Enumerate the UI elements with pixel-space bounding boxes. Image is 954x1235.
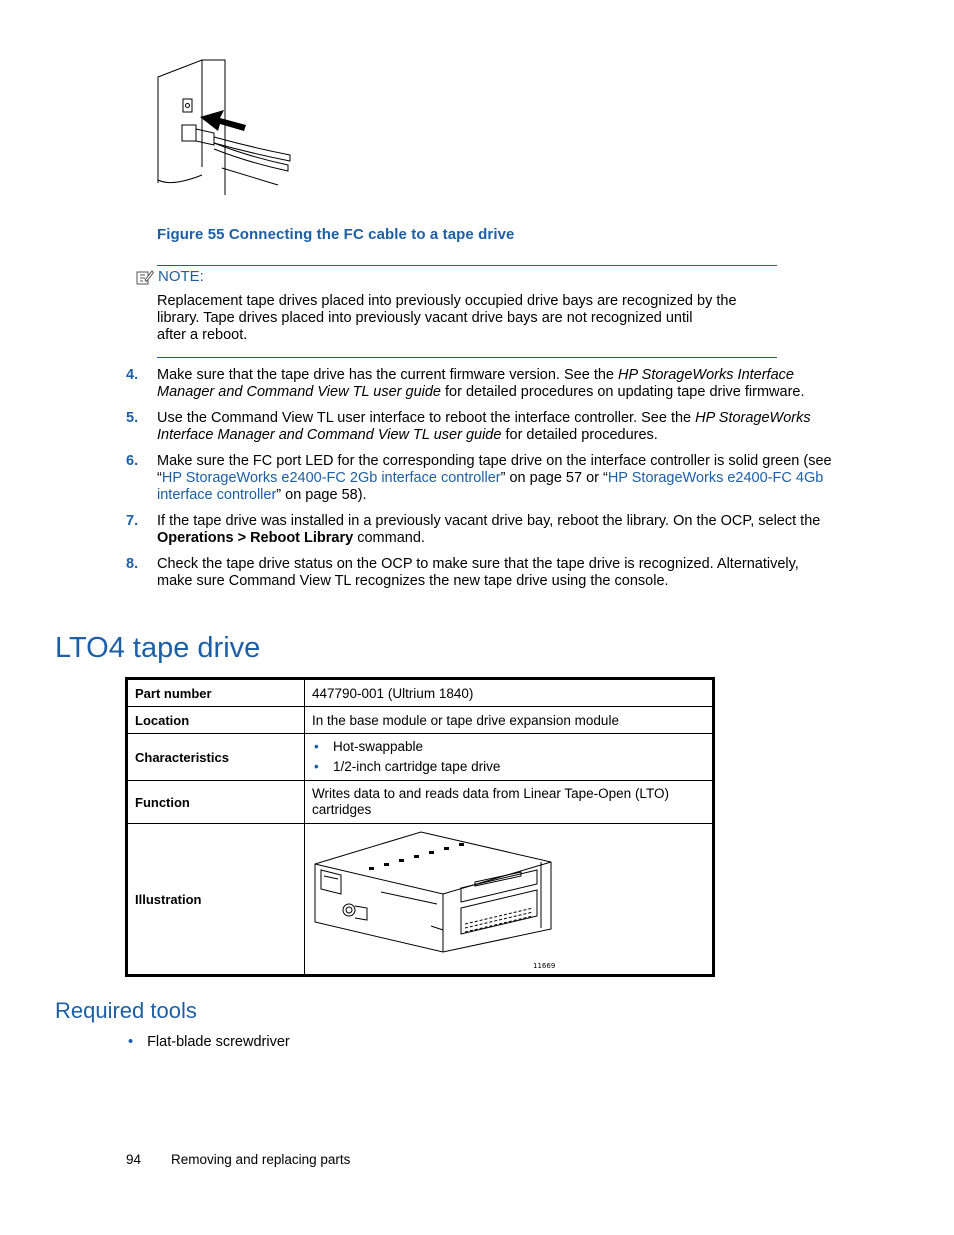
list-item [128, 1034, 290, 1050]
step-text-run: Use the Command View TL user interface to reboot the interface controller. See the [157, 410, 696, 426]
function-value: Writes data to and reads data from Linear Tape-Open (LTO) cartridges [305, 781, 714, 824]
step-number: 5. [126, 410, 139, 426]
note-top-rule [157, 265, 777, 266]
procedure-steps [126, 367, 836, 599]
bullet-dot-icon: • [128, 1034, 134, 1050]
characteristics-list [312, 737, 705, 777]
procedure-step [126, 513, 836, 547]
step-text-run: Check the tape drive status on the OCP to make sure that the tape drive is recognized. Alternatively, make sure Command View TL recognizes the new tape drive using the console. [157, 556, 799, 589]
tool-item: Flat-blade screwdriver [147, 1034, 290, 1050]
procedure-step [126, 410, 836, 444]
procedure-step [126, 556, 836, 590]
fc-cable-illustration [150, 55, 300, 200]
step-text-run: command. [353, 530, 425, 546]
location-label: Location [127, 707, 305, 734]
procedure-step [126, 453, 836, 504]
step-number: 8. [126, 556, 139, 572]
table-row [127, 824, 714, 976]
characteristic-text: 1/2-inch cartridge tape drive [333, 759, 501, 774]
step-text-run: If the tape drive was installed in a previously vacant drive bay, reboot the library. On the OCP, select the [157, 513, 821, 529]
step-text-run: for detailed procedures. [501, 427, 658, 443]
step-text-run: for detailed procedures on updating tape drive firmware. [441, 384, 805, 400]
note-line: library. Tape drives placed into previously vacant drive bays are not recognized until [157, 310, 693, 326]
step-text [157, 513, 836, 547]
note-label: NOTE: [158, 268, 204, 285]
note-body [157, 293, 757, 344]
illustration-id: 11669 [533, 962, 556, 970]
cross-reference-link[interactable]: HP StorageWorks e2400-FC 2Gb interface controller [161, 470, 501, 486]
location-value: In the base module or tape drive expansion module [305, 707, 714, 734]
illustration-cell [305, 824, 714, 976]
bullet-dot-icon: • [314, 739, 319, 754]
step-text [157, 556, 836, 590]
characteristics-cell [305, 734, 714, 781]
section-title: LTO4 tape drive [55, 632, 261, 664]
note-line: Replacement tape drives placed into previously occupied drive bays are recognized by the [157, 293, 737, 309]
procedure-step [126, 367, 836, 401]
list-item [312, 757, 705, 777]
step-text-run: ” on page 58). [276, 487, 367, 503]
step-number: 6. [126, 453, 139, 469]
table-row [127, 679, 714, 707]
table-row [127, 707, 714, 734]
table-row [127, 734, 714, 781]
step-text-run: ” on page 57 or “ [500, 470, 608, 486]
characteristic-text: Hot-swappable [333, 739, 424, 754]
figure-caption: Figure 55 Connecting the FC cable to a tape drive [157, 226, 515, 243]
step-text-run: Make sure the FC port LED for the corresponding tape drive on the interface controller is solid green (see “ [157, 453, 832, 486]
part-number-label: Part number [127, 679, 305, 707]
tape-drive-illustration [311, 824, 571, 974]
spec-table [125, 677, 715, 977]
cross-reference-link[interactable]: HP StorageWorks e2400-FC 4Gb interface controller [157, 470, 824, 503]
page-number: 94 [126, 1152, 142, 1167]
step-text-run: Make sure that the tape drive has the current firmware version. See the [157, 367, 619, 383]
step-number: 4. [126, 367, 139, 383]
step-text-run: Operations > Reboot Library [157, 530, 354, 546]
illustration-label: Illustration [127, 824, 305, 976]
bullet-dot-icon: • [314, 759, 319, 774]
step-text [157, 410, 836, 444]
note-line: after a reboot. [157, 327, 248, 343]
step-text [157, 367, 836, 401]
part-number-value: 447790-001 (Ultrium 1840) [305, 679, 714, 707]
note-heading [136, 268, 204, 285]
step-number: 7. [126, 513, 139, 529]
step-text-run: HP StorageWorks Interface Manager and Command View TL user guide [157, 410, 811, 443]
subsection-title: Required tools [55, 998, 197, 1023]
required-tools-list [128, 1034, 290, 1050]
note-bottom-rule [157, 357, 777, 358]
table-row [127, 781, 714, 824]
footer-section: Removing and replacing parts [171, 1152, 351, 1167]
function-label: Function [127, 781, 305, 824]
page-footer [126, 1152, 350, 1167]
step-text [157, 453, 836, 504]
characteristics-label: Characteristics [127, 734, 305, 781]
note-pencil-icon [136, 269, 154, 285]
step-text-run: HP StorageWorks Interface Manager and Command View TL user guide [157, 367, 794, 400]
list-item [312, 737, 705, 757]
fc-cable-figure [150, 55, 300, 200]
